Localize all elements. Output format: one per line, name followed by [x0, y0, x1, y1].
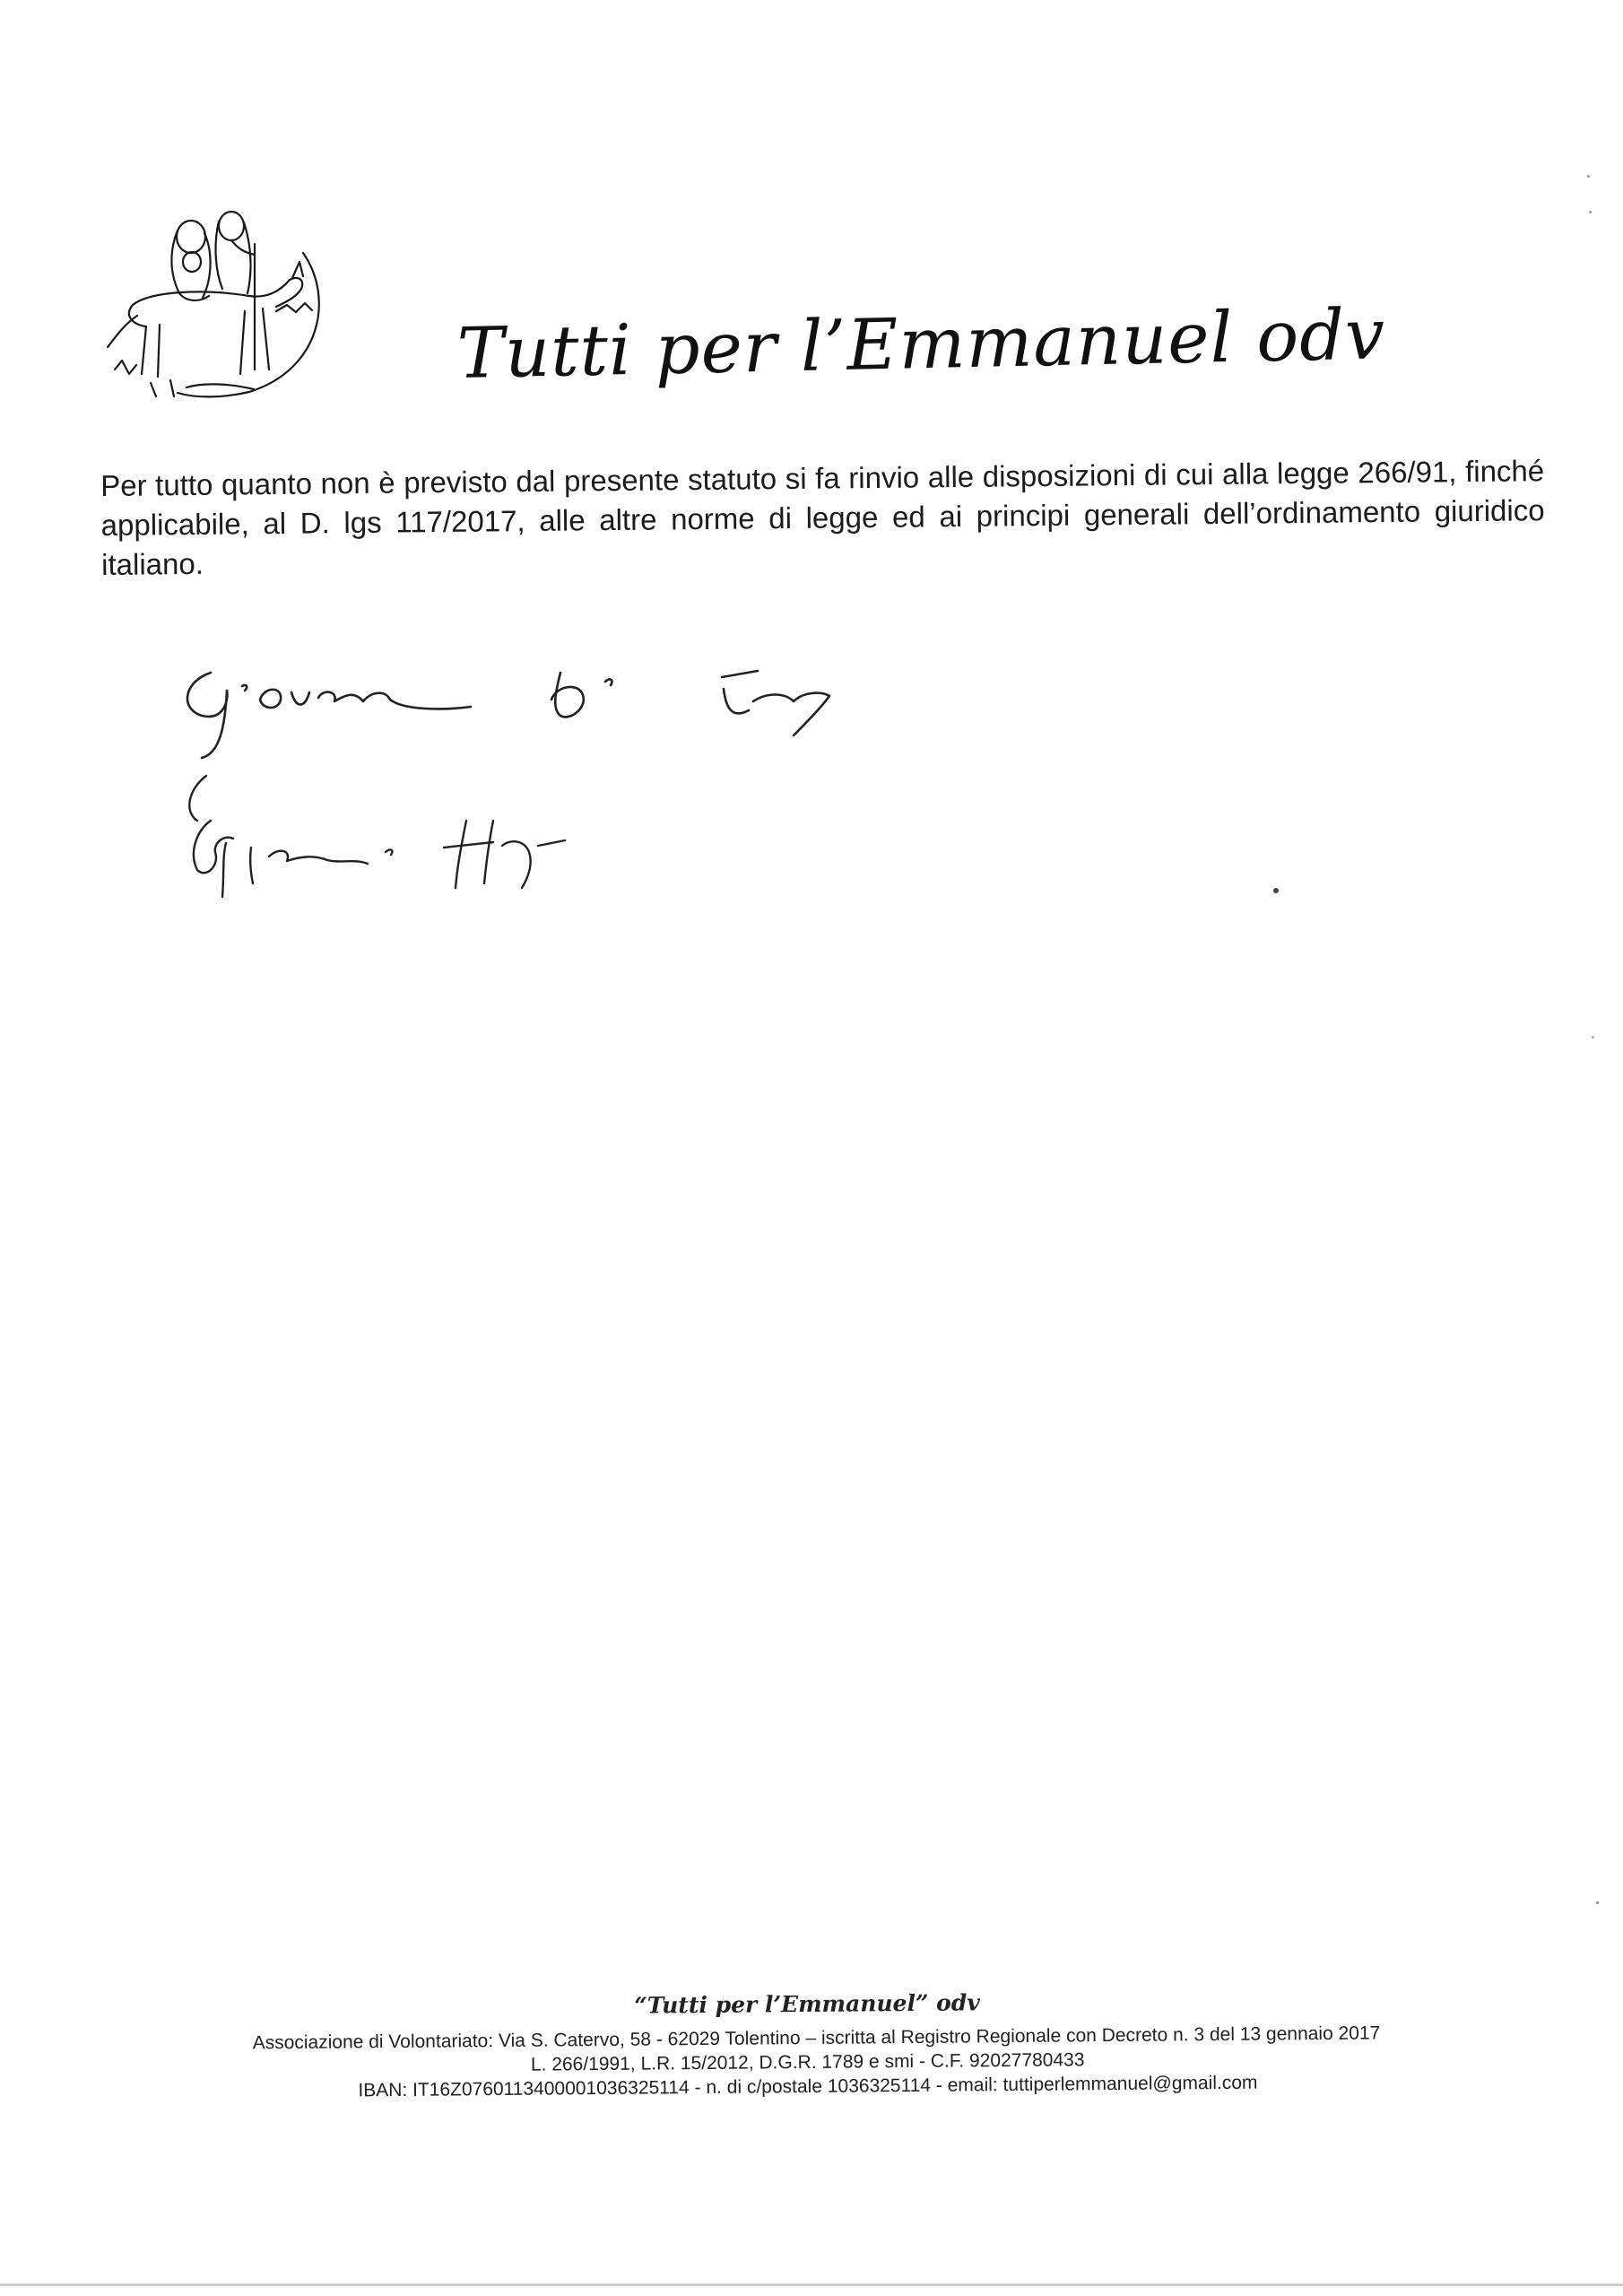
footer-legal-line: L. 266/1991, L.R. 15/2012, D.G.R. 1789 e smi - C.F. 92027780433	[530, 2049, 1085, 2075]
letterhead-brand: Tutti per l’Emmanuel odv	[456, 294, 1387, 395]
scan-speck	[1592, 1036, 1594, 1039]
footer-association-line: Associazione di Volontariato: Via S. Catervo, 58 - 62029 Tolentino – iscritta al Registro Regionale con Decreto n. 3 del 13 gennaio 2017	[252, 2022, 1381, 2054]
letterhead-footer	[135, 1985, 1480, 2104]
bottom-rule	[0, 2283, 1623, 2286]
scan-speck	[1596, 1901, 1599, 1904]
statute-paragraph: Per tutto quanto non è previsto dal presente statuto si fa rinvio alle disposizioni di cui alla legge 266/91, finché applicabile, al D. lgs 117/2017, alle altre norme di legge ed ai principi generali dell’ordinamento giuridico italiano.	[100, 454, 1545, 581]
footer-bank-line: IBAN: IT16Z0760113400001036325114 - n. di c/postale 1036325114 - email: tuttiperlemmanuel@gmail.com	[358, 2072, 1258, 2101]
scan-speck	[1587, 175, 1590, 178]
footer-brand: “Tutti per l’Emmanuel” odv	[634, 1989, 980, 2019]
signature-2	[170, 767, 655, 901]
scan-speck	[1273, 888, 1279, 893]
signature-1	[175, 646, 856, 762]
holy-family-logo-icon	[97, 190, 366, 405]
scan-speck	[1589, 211, 1592, 213]
